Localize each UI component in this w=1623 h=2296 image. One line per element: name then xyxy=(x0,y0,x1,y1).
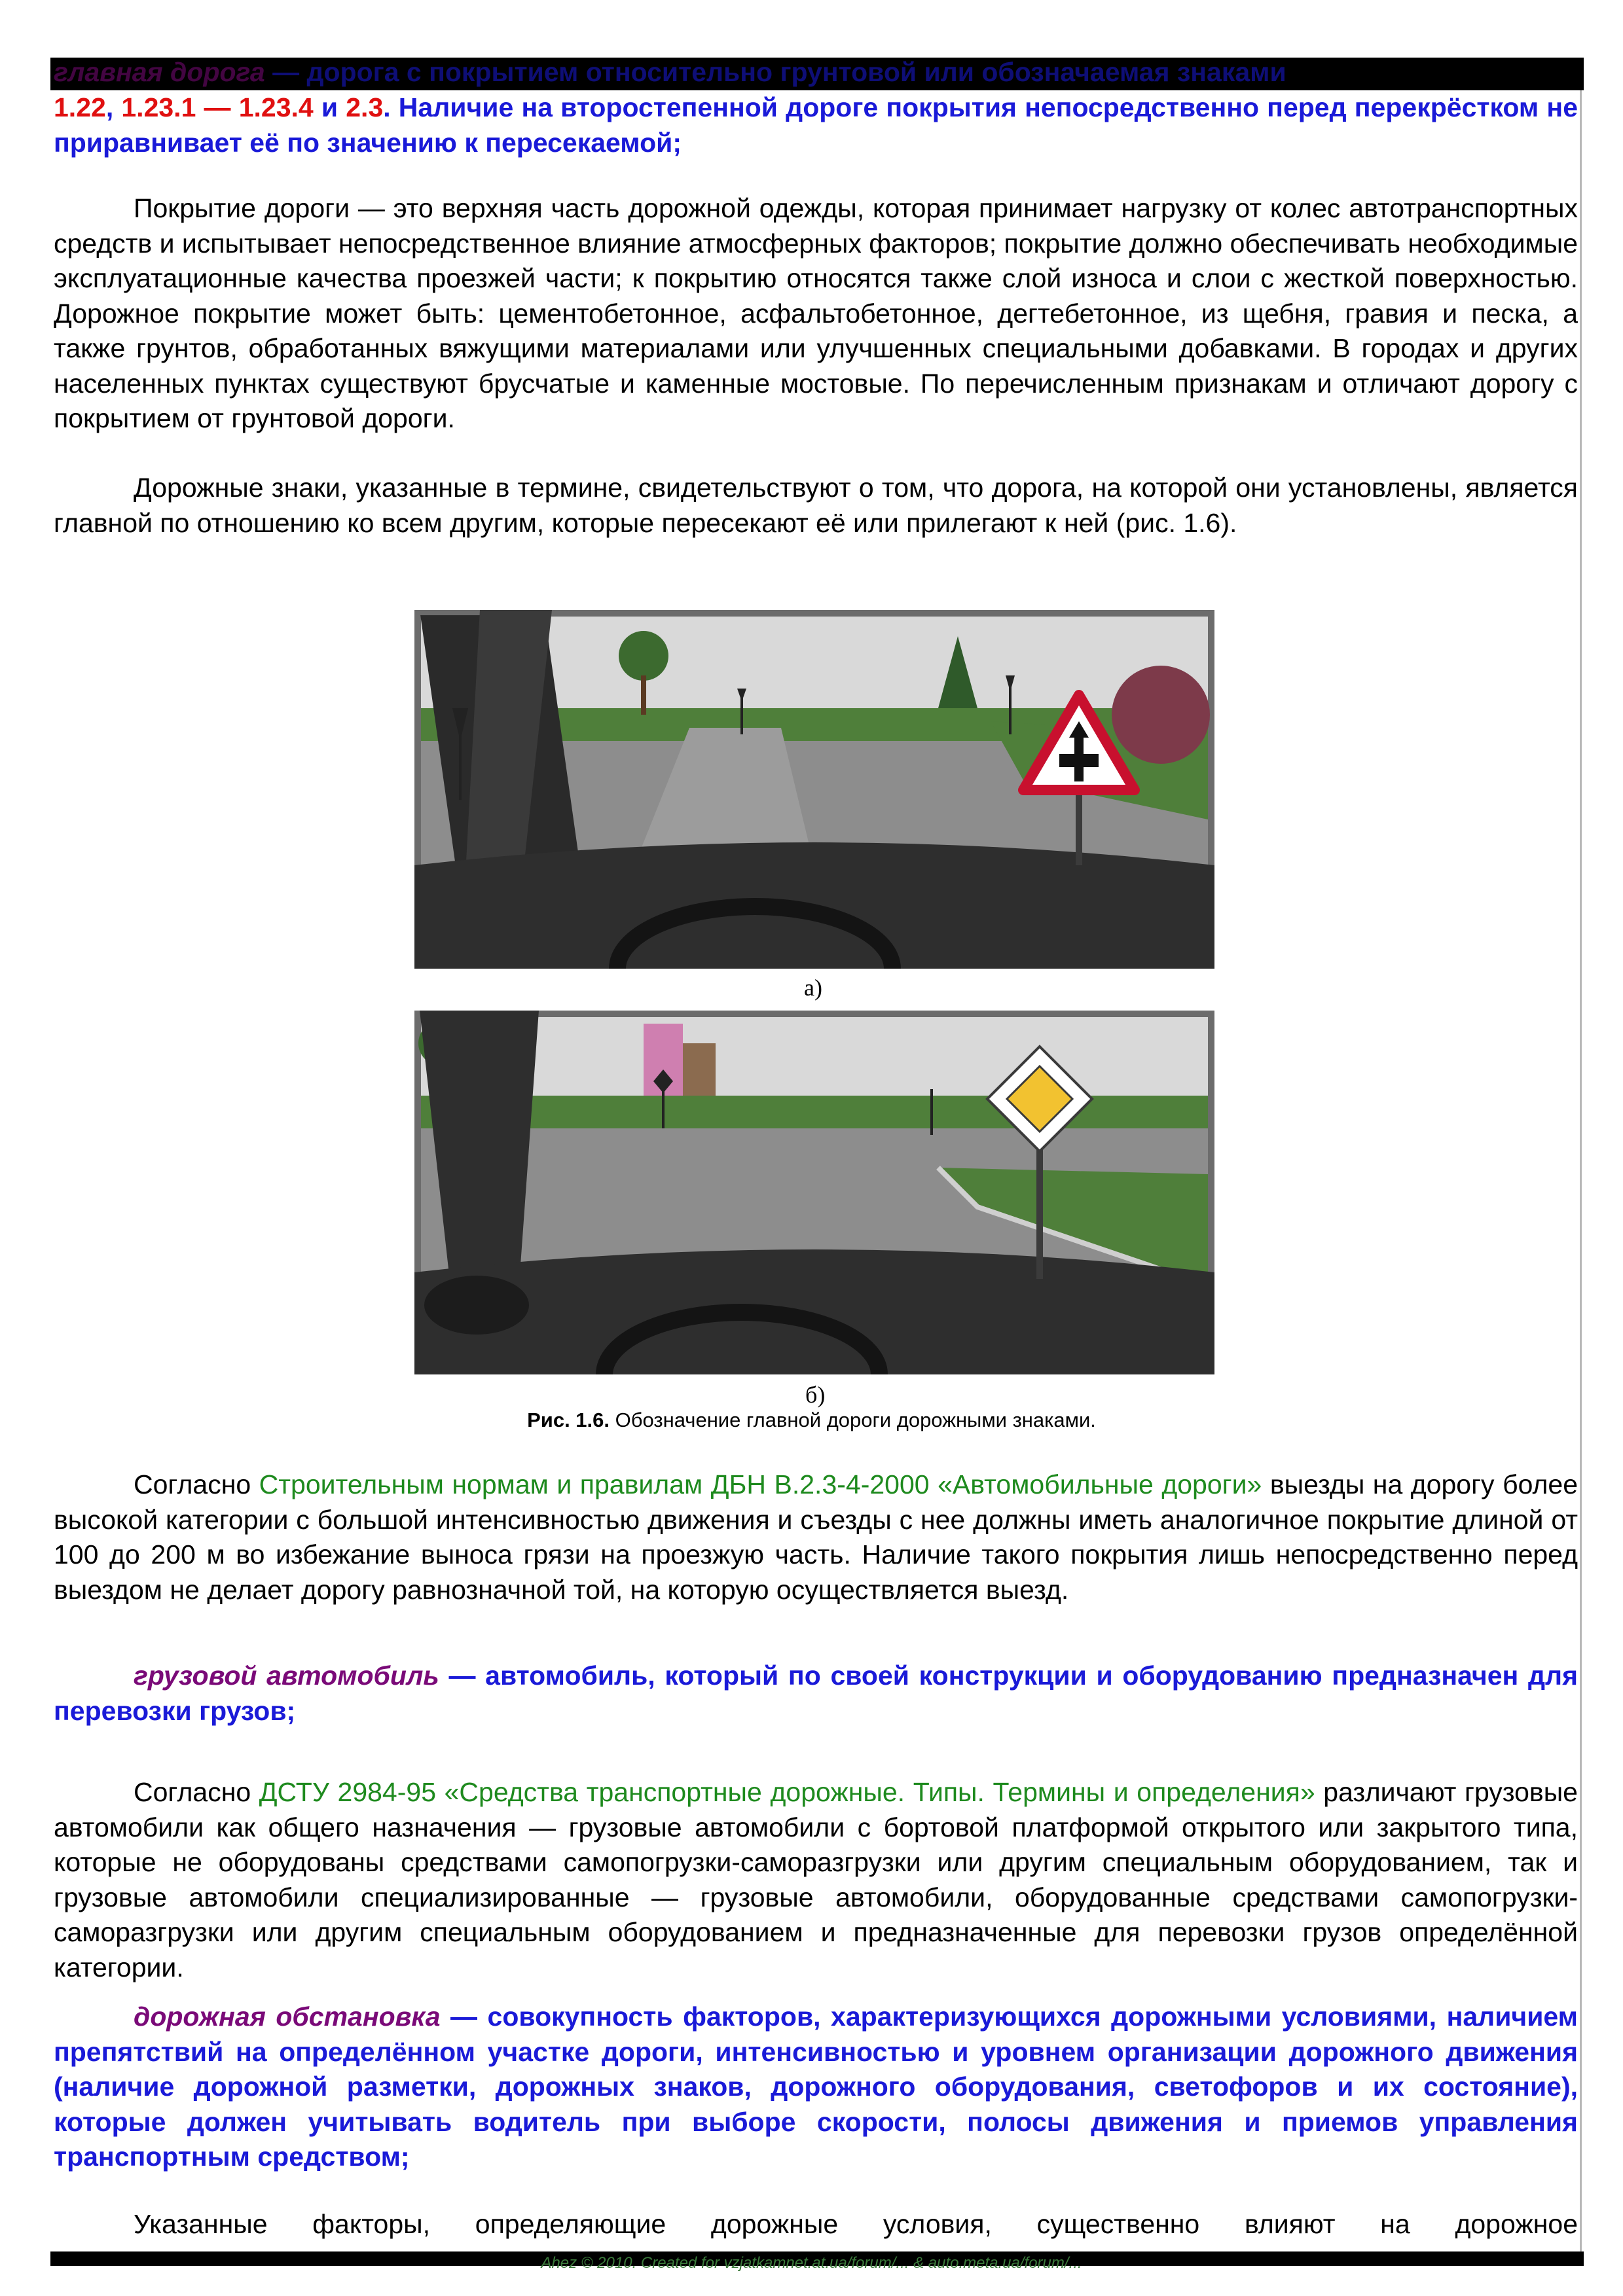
ref-separator: , xyxy=(105,92,122,122)
figure-caption xyxy=(0,1408,1623,1432)
definition-road-situation xyxy=(54,2000,1578,2175)
definition-truck-text: — автомобиль, который по своей конструкции и оборудованию предназначен для перевозки грузов; xyxy=(54,1660,1578,1726)
term-truck: грузовой автомобиль xyxy=(134,1660,439,1691)
figure-caption-text: Обозначение главной дороги дорожными знаками. xyxy=(610,1408,1096,1431)
dbn-pre: Согласно xyxy=(134,1469,259,1499)
figure-caption-number: Рис. 1.6. xyxy=(527,1408,610,1431)
main-road-text-clipped: — дорога с покрытием относительно грунтовой или обозначаемая знаками xyxy=(264,57,1286,87)
figure-label-a: а) xyxy=(804,975,822,1001)
dbn-link[interactable]: Строительным нормам и правилам ДБН В.2.3-4-2000 «Автомобильные дороги» xyxy=(259,1469,1262,1499)
sign-ref-2-3[interactable]: 2.3 xyxy=(346,92,384,122)
paragraph-road-signs: Дорожные знаки, указанные в термине, свидетельствуют о том, что дорога, на которой они установлены, является главной по отношению ко всем другим, которые пересекают её или прилегают к ней (рис. 1.6). xyxy=(54,473,1578,538)
figure-b-main-road-sign xyxy=(414,1011,1214,1374)
paragraph-dstu xyxy=(54,1775,1578,1985)
paragraph-last: Указанные факторы, определяющие дорожные условия, существенно влияют на дорожное xyxy=(134,2209,1578,2239)
flowering-tree xyxy=(1112,666,1210,764)
paragraph-road-surface: Покрытие дороги — это верхняя часть дорожной одежды, которая принимает нагрузку от колес автотранспортных средств и испытывает непосредственное влияние атмосферных факторов; покрытие должно обеспечивать необходимые эксплуатационные качества проезжей части; к покрытию относятся также слой износа и слои с жесткой поверхностью. Дорожное покрытие может быть: цементобетонное, асфальтобетонное, дегтебетонное, из щебня, гравия и песка, а также грунтов, обработанных вяжущими материалами или улучшенных специальными добавками. В городах и других населенных пунктах существуют брусчатые и каменные мостовые. По перечисленным признакам и отличают дорогу с покрытием от грунтовой дороги. xyxy=(54,193,1578,433)
page-right-rule xyxy=(1580,58,1582,2251)
footer-credit: Ahez © 2010. Created for vzjatkamnet.at.ua/forum/... & auto.meta.ua/forum/... xyxy=(541,2254,1082,2272)
ref-conjunction: и xyxy=(313,92,346,122)
paragraph-dbn xyxy=(54,1467,1578,1607)
definition-road-situation-text: — совокупность факторов, характеризующихся дорожными условиями, наличием препятствий на определённом участке дороги, интенсивностью и уровнем организации дорожного движения (наличие дорожной разметки, дорожных знаков, дорожного оборудования, светофоров и их состояние), которые должен учитывать водитель при выборе скорости, полосы движения и приемов управления транспортным средством; xyxy=(54,2001,1578,2172)
dstu-pre: Согласно xyxy=(134,1777,259,1807)
dbn-post: выезды на дорогу более высокой категории с большой интенсивностью движения и съезды с нее должны иметь аналогичное покрытие длиной от 100 до 200 м во избежание выноса грязи на проезжую часть. Наличие такого покрытия лишь непосредственно перед выездом не делает дорогу равнозначной той, на которую осуществляется выезд. xyxy=(54,1469,1578,1605)
term-main-road-clipped: главная дорога xyxy=(54,57,265,87)
sign-ref-1-22[interactable]: 1.22 xyxy=(54,92,106,122)
tree-left xyxy=(619,631,668,681)
definition-truck xyxy=(54,1659,1578,1729)
figure-label-b: б) xyxy=(805,1382,826,1408)
dashboard xyxy=(414,1249,1214,1374)
top-clipped-line xyxy=(54,54,1578,90)
side-mirror xyxy=(424,1276,529,1335)
term-road-situation: дорожная обстановка xyxy=(134,2001,441,2032)
definition-main-road xyxy=(54,90,1578,160)
dstu-link[interactable]: ДСТУ 2984-95 «Средства транспортные дорожные. Типы. Термины и определения» xyxy=(259,1777,1315,1807)
dstu-post: различают грузовые автомобили как общего назначения — грузовые автомобили с бортовой платформой открытого или закрытого типа, которые не оборудованы средствами самопогрузки-саморазгрузки или другим специальным оборудованием, так и грузовые автомобили специализированные — грузовые автомобили, оборудованные средствами самопогрузки-саморазгрузки или другим специальным оборудованием и предназначенные для перевозки грузов определённой категории. xyxy=(54,1777,1578,1982)
definition-main-road-text: . Наличие на второстепенной дороге покрытия непосредственно перед перекрёстком не приравнивает её по значению к пересекаемой; xyxy=(54,92,1578,158)
sign-ref-1-23[interactable]: 1.23.1 — 1.23.4 xyxy=(121,92,314,122)
figure-a-crossroad-sign xyxy=(414,610,1214,969)
